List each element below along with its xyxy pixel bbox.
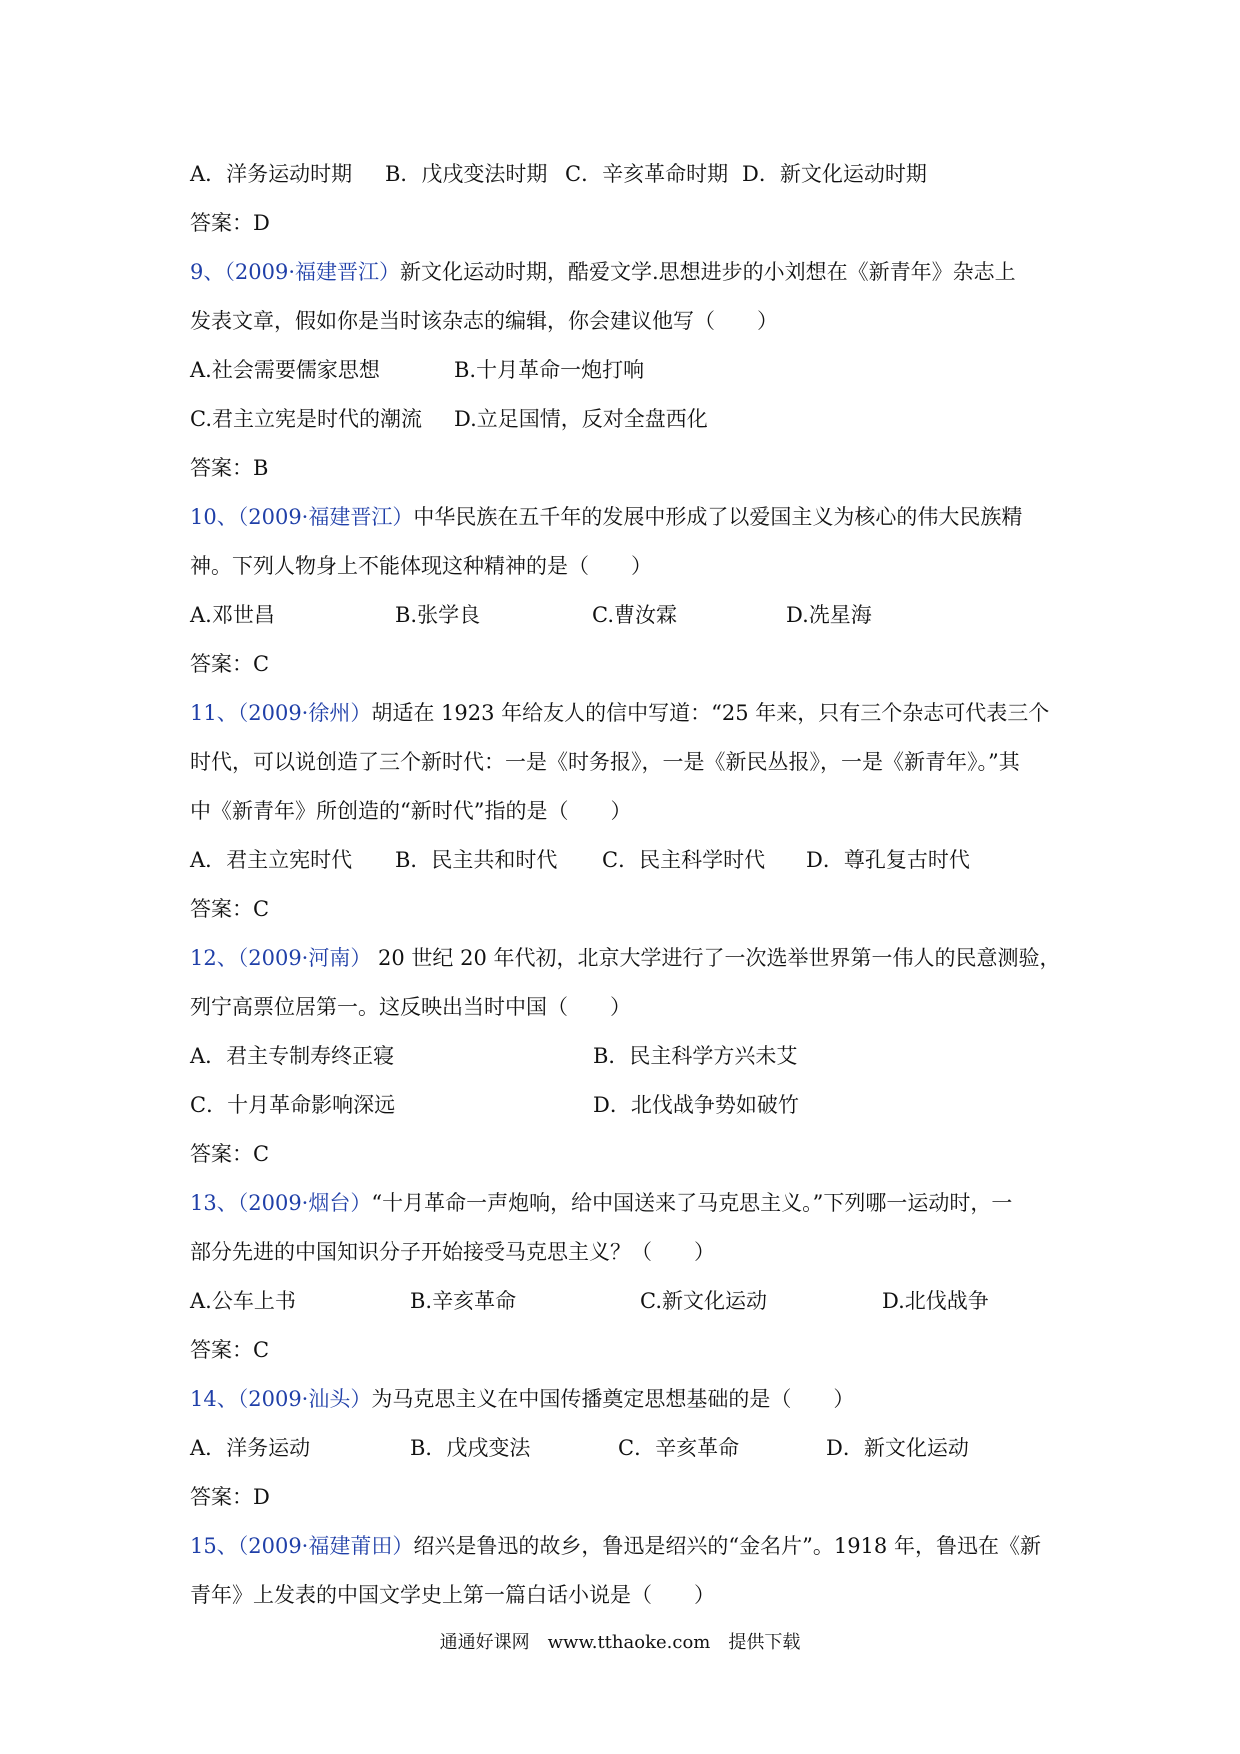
q13-stem-line1 (190, 1179, 1070, 1228)
q10-option-b: B.张学良 (395, 603, 481, 627)
q13-stem-line2: 部分先进的中国知识分子开始接受马克思主义？（ ） (190, 1240, 715, 1264)
q15-text: 绍兴是鲁迅的故乡，鲁迅是绍兴的“金名片”。1918 年，鲁迅在《新 (413, 1534, 1041, 1558)
q14-number: 14、 (190, 1387, 238, 1411)
q13-option-c: C.新文化运动 (640, 1289, 767, 1313)
q15-stem-line1 (190, 1522, 1070, 1571)
q10-text: 中华民族在五千年的发展中形成了以爱国主义为核心的伟大民族精 (413, 505, 1023, 529)
q10-stem-line2: 神。下列人物身上不能体现这种精神的是（ ） (190, 554, 652, 578)
q12-stem-line1 (190, 934, 1070, 983)
q13-text: “十月革命一声炮响，给中国送来了马克思主义。”下列哪一运动时，一 (371, 1191, 1013, 1215)
q11-text: 胡适在 1923 年给友人的信中写道：“25 年来，只有三个杂志可代表三个 (371, 701, 1050, 725)
q11-option-c: C．民主科学时代 (602, 848, 766, 872)
q13-source: （2009·烟台） (237, 1191, 372, 1215)
q9-option-c: C.君主立宪是时代的潮流 (190, 407, 422, 431)
q14-text: 为马克思主义在中国传播奠定思想基础的是（ ） (371, 1387, 855, 1411)
q10-option-d: D.冼星海 (786, 603, 872, 627)
q12-option-c: C．十月革命影响深远 (190, 1093, 396, 1117)
q11-option-a: A．君主立宪时代 (190, 848, 353, 872)
q9-option-b: B.十月革命一炮打响 (454, 358, 645, 382)
q15-source: （2009·福建莆田） (237, 1534, 414, 1558)
q12-option-d: D．北伐战争势如破竹 (593, 1093, 799, 1117)
q14-option-d: D．新文化运动 (826, 1436, 969, 1460)
q12-text: 20 世纪 20 年代初，北京大学进行了一次选举世界第一伟人的民意测验， (371, 946, 1061, 970)
q14-option-a: A．洋务运动 (190, 1436, 311, 1460)
q10-option-c: C.曹汝霖 (592, 603, 677, 627)
q14-options (190, 1424, 1070, 1473)
q11-option-d: D．尊孔复古时代 (806, 848, 970, 872)
q12-options-row1 (190, 1032, 1070, 1081)
q13-option-d: D.北伐战争 (882, 1289, 989, 1313)
q14-answer: 答案：D (190, 1485, 270, 1509)
q9-stem-line1 (190, 248, 1070, 297)
q10-answer: 答案：C (190, 652, 270, 676)
q11-stem-line2: 时代，可以说创造了三个新时代：一是《时务报》，一是《新民丛报》，一是《新青年》。”其 (190, 750, 1020, 774)
q12-source: （2009·河南） (237, 946, 372, 970)
q10-option-a: A.邓世昌 (190, 603, 275, 627)
q11-number: 11、 (190, 701, 238, 725)
q9-source: （2009·福建晋江） (224, 260, 400, 284)
q14-option-c: C．辛亥革命 (618, 1436, 740, 1460)
q15-stem-line2: 青年》上发表的中国文学史上第一篇白话小说是（ ） (190, 1583, 715, 1607)
q12-answer: 答案：C (190, 1142, 270, 1166)
q11-source: （2009·徐州） (237, 701, 372, 725)
q14-stem-line1 (190, 1375, 1070, 1424)
q12-options-row2 (190, 1081, 1070, 1130)
q10-number: 10、 (190, 505, 238, 529)
q9-option-a: A.社会需要儒家思想 (190, 358, 380, 382)
q13-option-b: B.辛亥革命 (410, 1289, 517, 1313)
q10-source: （2009·福建晋江） (237, 505, 414, 529)
q13-options (190, 1277, 1070, 1326)
q9-stem-line2: 发表文章，假如你是当时该杂志的编辑，你会建议他写（ ） (190, 309, 778, 333)
q11-stem-line3: 中《新青年》所创造的“新时代”指的是（ ） (190, 799, 632, 823)
q9-options-row2 (190, 395, 1070, 444)
page-footer: 通通好课网 www.tthaoke.com 提供下载 (439, 1632, 801, 1653)
q15-number: 15、 (190, 1534, 238, 1558)
q8-option-c: C．辛亥革命时期 (565, 162, 729, 186)
q9-answer: 答案：B (190, 456, 269, 480)
q11-answer: 答案：C (190, 897, 270, 921)
q11-stem-line1 (190, 689, 1070, 738)
q12-stem-line2: 列宁高票位居第一。这反映出当时中国（ ） (190, 995, 631, 1019)
q13-option-a: A.公车上书 (190, 1289, 296, 1313)
q13-answer: 答案：C (190, 1338, 270, 1362)
q14-option-b: B．戊戌变法 (410, 1436, 531, 1460)
q8-options (190, 150, 1070, 199)
q8-option-d: D．新文化运动时期 (742, 162, 927, 186)
q8-option-b: B．戊戌变法时期 (385, 162, 548, 186)
question-list (190, 150, 1070, 1620)
q14-source: （2009·汕头） (237, 1387, 372, 1411)
q12-option-a: A．君主专制寿终正寝 (190, 1044, 395, 1068)
q10-options (190, 591, 1070, 640)
q9-options-row1 (190, 346, 1070, 395)
q9-text: 新文化运动时期，酷爱文学.思想进步的小刘想在《新青年》杂志上 (400, 260, 1016, 284)
q12-option-b: B．民主科学方兴未艾 (593, 1044, 798, 1068)
q9-option-d: D.立足国情，反对全盘西化 (454, 407, 708, 431)
q13-number: 13、 (190, 1191, 238, 1215)
q8-option-a: A．洋务运动时期 (190, 162, 353, 186)
q11-options (190, 836, 1070, 885)
q12-number: 12、 (190, 946, 238, 970)
q11-option-b: B．民主共和时代 (395, 848, 558, 872)
q10-stem-line1 (190, 493, 1070, 542)
q9-number: 9、 (190, 260, 225, 284)
q8-answer: 答案：D (190, 211, 270, 235)
